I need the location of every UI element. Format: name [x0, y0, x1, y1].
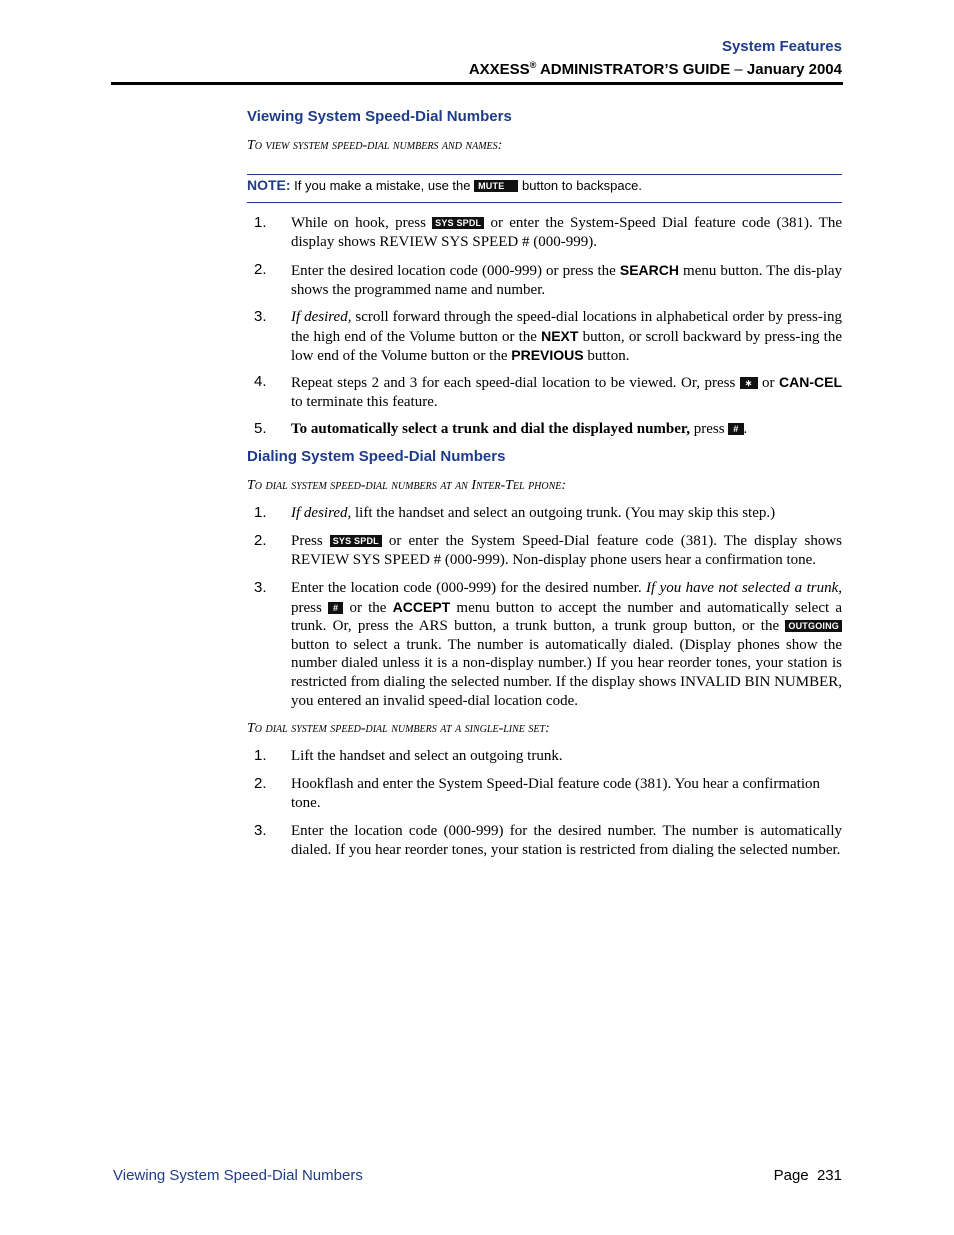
sys-spdl-key-icon: SYS SPDL	[330, 535, 382, 547]
text-run: press	[689, 421, 729, 437]
step-number: 5.	[254, 420, 267, 437]
text-run: While on hook, press	[291, 215, 433, 231]
note-text	[247, 177, 642, 193]
step-text	[291, 261, 842, 299]
footer-section-title: Viewing System Speed-Dial Numbers	[113, 1167, 363, 1184]
text-run: Repeat steps 2 and 3 for each speed-dial location to be viewed. Or, press	[291, 375, 740, 391]
italic-run: If you have not selected a trunk,	[646, 580, 842, 596]
footer-page-number: Page 231	[773, 1167, 842, 1184]
brand-name: AXXESS	[468, 61, 530, 78]
step-text: Hookflash and enter the System Speed-Dial feature code (381). You hear a confirmation tone.	[291, 776, 821, 811]
header-dash: –	[730, 61, 747, 78]
step-number: 1.	[254, 747, 267, 764]
pound-key-icon: #	[728, 423, 743, 435]
step-text: Enter the location code (000-999) for the desired number. The number is automatically dialed. If you hear reorder tones, your station is restricted from dialing the selected number.	[291, 823, 842, 858]
section-heading-dialing: Dialing System Speed-Dial Numbers	[247, 448, 506, 465]
text-run: menu button to accept the number and automatically select a trunk. Or, press the ARS button, a trunk button, a trunk group button, or the	[291, 599, 843, 635]
step-number: 3.	[254, 579, 267, 596]
previous-button-label: PREVIOUS	[511, 347, 584, 364]
step-text	[291, 214, 842, 251]
step-text	[291, 308, 842, 366]
step-text	[291, 373, 842, 411]
accept-button-label: ACCEPT	[392, 598, 451, 615]
registered-mark: ®	[529, 60, 537, 70]
header-section-title: System Features	[721, 38, 842, 55]
step-text	[291, 420, 842, 439]
pound-key-icon: #	[328, 602, 343, 614]
outgoing-key-icon: OUTGOING	[785, 620, 842, 632]
asterisk-key-icon: ∗	[740, 377, 758, 389]
step-number: 2.	[254, 532, 267, 549]
step-number: 3.	[254, 308, 267, 325]
text-run: button, or scroll backward by press-ing the low end of the Volume button or the	[291, 328, 842, 365]
text-run: button to select a trunk. The number is automatically dialed. (Display phones show the number dialed unless it is a non-display number.) If you hear reorder tones, your station is restricted from dialing the selected number. If the display shows INVALID BIN NUMBER, you entered an invalid speed-dial location code.	[291, 636, 842, 709]
note-box	[247, 174, 842, 203]
note-label: NOTE:	[247, 177, 291, 193]
text-run: Press	[291, 533, 330, 549]
cancel-button-label: CAN-CEL	[779, 374, 843, 390]
step-text: Lift the handset and select an outgoing trunk.	[291, 748, 563, 764]
text-run: button.	[583, 348, 630, 365]
guide-name: ADMINISTRATOR’S GUIDE	[536, 61, 731, 78]
mute-key-icon: MUTE	[474, 180, 518, 192]
section-heading-viewing: Viewing System Speed-Dial Numbers	[247, 108, 512, 125]
note-text-pre: If you make a mistake, use the	[290, 178, 475, 193]
text-run: .	[743, 421, 748, 437]
text-run: Enter the location code (000-999) for the desired number.	[291, 580, 646, 596]
procedure-title-single-line: To dial system speed-dial numbers at a single-line set:	[247, 721, 550, 736]
step-number: 2.	[254, 775, 267, 792]
bold-run: To automatically select a trunk and dial the displayed number,	[291, 421, 690, 437]
sys-spdl-key-icon: SYS SPDL	[432, 217, 484, 229]
text-run: lift the handset and select an outgoing trunk. (You may skip this step.)	[351, 505, 776, 521]
step-text	[291, 579, 842, 710]
procedure-title-intertel: To dial system speed-dial numbers at an Inter-Tel phone:	[247, 478, 567, 493]
text-run: or	[757, 375, 780, 391]
step-text	[291, 504, 842, 523]
search-button-label: SEARCH	[619, 262, 679, 278]
italic-run: If desired,	[291, 309, 352, 325]
header-guide-title	[469, 60, 842, 78]
text-run: or enter the System-Speed Dial feature code (381). The display shows REVIEW SYS SPEED # (000-999).	[291, 215, 842, 250]
text-run: menu button. The dis-play shows the programmed name and number.	[291, 263, 842, 298]
text-run: scroll forward through the speed-dial locations in alphabetical order by press-ing the high end of the Volume button or the	[291, 309, 842, 345]
step-number: 3.	[254, 822, 267, 839]
text-run: press	[291, 599, 329, 616]
next-button-label: NEXT	[541, 327, 579, 344]
text-run: to terminate this feature.	[291, 393, 438, 410]
step-number: 1.	[254, 214, 267, 231]
step-text	[291, 532, 842, 569]
text-run: Enter the desired location code (000-999) or press the	[291, 263, 620, 279]
header-rule	[111, 82, 843, 85]
procedure-title-view: To view system speed-dial numbers and names:	[247, 138, 503, 153]
step-number: 1.	[254, 504, 267, 521]
italic-run: If desired,	[291, 505, 352, 521]
note-text-post: button to backspace.	[518, 178, 642, 193]
text-run: or enter the System Speed-Dial feature code (381). The display shows REVIEW SYS SPEED # (000-999). Non-display phone users hear a confirmation tone.	[291, 533, 842, 568]
step-number: 4.	[254, 373, 267, 390]
step-number: 2.	[254, 261, 267, 278]
text-run: or the	[343, 599, 393, 616]
header-date: January 2004	[746, 61, 842, 78]
